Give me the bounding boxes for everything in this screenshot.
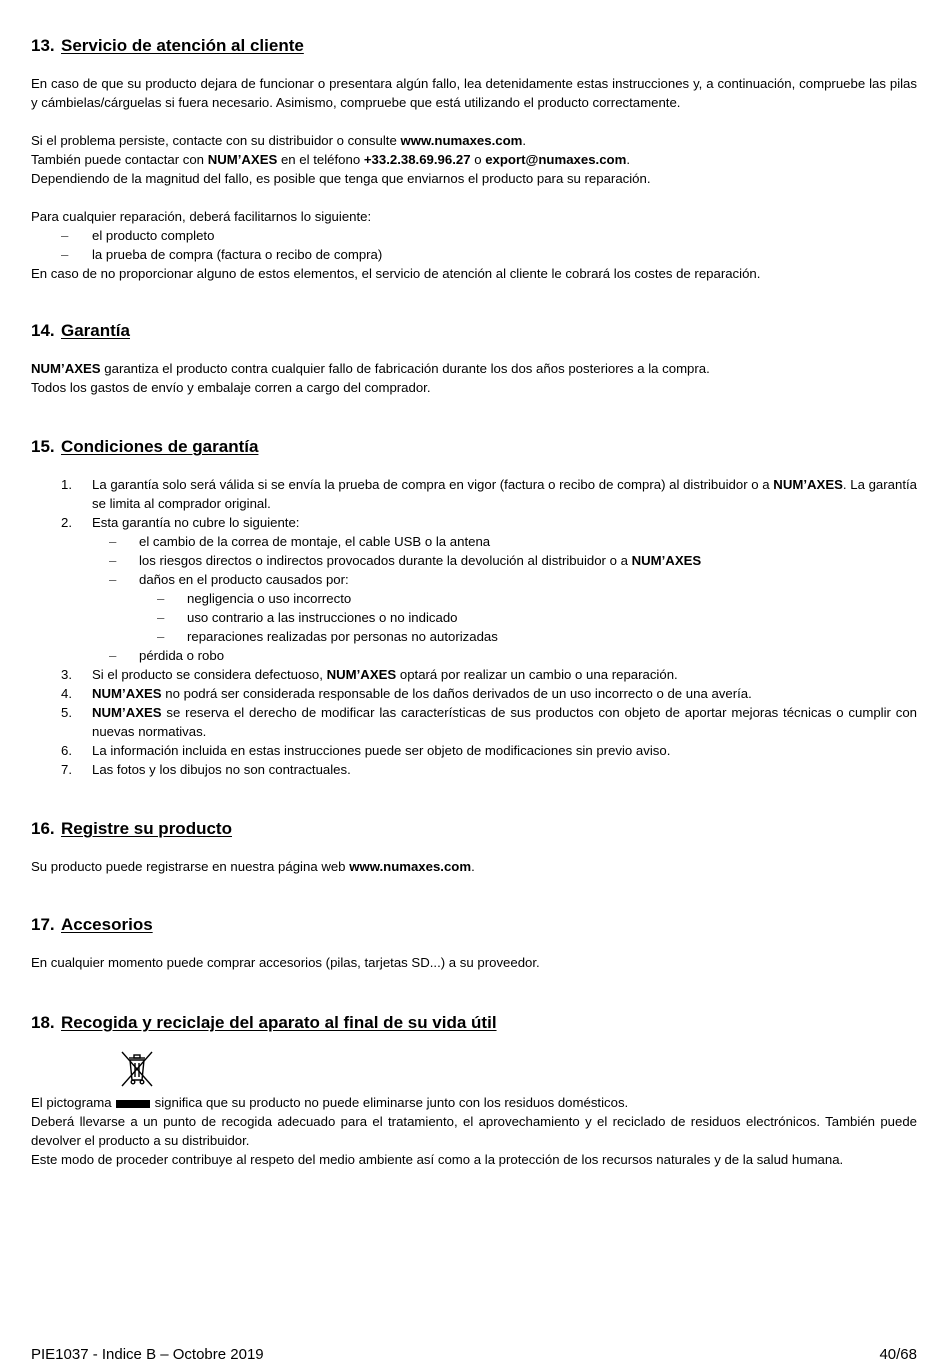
black-bar-icon [116,1100,150,1108]
warranty-conditions-list [31,475,917,779]
s14-paragraph-2: Todos los gastos de envío y embalaje corren a cargo del comprador. [31,380,431,395]
section-15-heading: 15. Condiciones de garantía [31,437,259,456]
s13-paragraph-6: En caso de no proporcionar alguno de estos elementos, el servicio de atención al cliente le cobrará los costes de reparación. [31,266,761,281]
list-item: – los riesgos directos o indirectos provocados durante la devolución al distribuidor o a NUM’AXES [109,553,702,568]
dash-icon: – [157,629,165,644]
dash-icon: – [109,553,117,568]
dash-icon: – [109,648,117,663]
section-18-heading: 18. Recogida y reciclaje del aparato al final de su vida útil [31,1013,497,1032]
section-16 [31,818,917,876]
s18-paragraph-2: Deberá llevarse a un punto de recogida adecuado para el tratamiento, el aprovechamiento y el reciclado de residuos electrónicos. También puede devolver el producto a su distribuidor. [31,1114,917,1148]
list-item: – reparaciones realizadas por personas no autorizadas [157,629,498,644]
s13-paragraph-2: Si el problema persiste, contacte con su distribuidor o consulte www.numaxes.com. [31,133,527,148]
section-17-heading: 17. Accesorios [31,915,153,934]
section-14-heading: 14. Garantía [31,321,130,340]
list-item: 2. Esta garantía no cubre lo siguiente: [61,515,300,530]
list-item: – la prueba de compra (factura o recibo de compra) [61,247,383,262]
dash-icon: – [157,591,165,606]
dash-icon: – [61,228,69,243]
section-14 [31,320,917,397]
document-reference: PIE1037 - Indice B – Octobre 2019 [31,1346,264,1363]
crossed-out-wheelie-bin-icon [117,1049,157,1089]
brand-name: NUM’AXES [207,152,278,167]
list-item: – negligencia o uso incorrecto [157,591,352,606]
section-15 [31,436,917,779]
s18-paragraph-3: Este modo de proceder contribuye al respeto del medio ambiente así como a la protección de los recursos naturales y de la salud humana. [31,1152,844,1167]
s14-paragraph-1: NUM’AXES garantiza el producto contra cualquier fallo de fabricación durante los dos años posteriores a la compra. [31,361,710,376]
section-16-heading: 16. Registre su producto [31,819,232,838]
section-13 [31,35,917,283]
list-item: – uso contrario a las instrucciones o no indicado [157,610,458,625]
s16-paragraph-1: Su producto puede registrarse en nuestra página web www.numaxes.com. [31,859,475,874]
brand-name: NUM’AXES [31,361,101,376]
phone-number: +33.2.38.69.96.27 [363,152,471,167]
email-address: export@numaxes.com [485,152,627,167]
s13-paragraph-5: Para cualquier reparación, deberá facilitarnos lo siguiente: [31,209,372,224]
list-item: – daños en el producto causados por: [109,572,349,587]
list-item: 5. NUM’AXES se reserva el derecho de modificar las características de sus productos con objeto de aportar mejoras técnicas o cumplir con nuevas normativas. [61,705,917,739]
list-item: 4. NUM’AXES no podrá ser considerada responsable de los daños derivados de un uso incorrecto o de una avería. [61,686,752,701]
s18-paragraph-1: El pictograma significa que su producto no puede eliminarse junto con los residuos domésticos. [31,1095,629,1110]
dash-icon: – [157,610,165,625]
dash-icon: – [61,247,69,262]
section-17 [31,914,917,972]
page-number: 40/68 [879,1346,917,1363]
dash-icon: – [109,534,117,549]
s13-paragraph-3: También puede contactar con NUM’AXES en el teléfono +33.2.38.69.96.27 o export@numaxes.com. [31,152,630,167]
list-item: 7. Las fotos y los dibujos no son contractuales. [61,762,351,777]
page-footer [31,1345,917,1365]
section-18 [31,1012,917,1169]
list-item: 6. La información incluida en estas instrucciones puede ser objeto de modificaciones sin previo aviso. [61,743,671,758]
list-item: 1. La garantía solo será válida si se envía la prueba de compra en vigor (factura o recibo de compra) al distribuidor o a NUM’AXES. La garantía se limita al comprador original. [61,477,917,511]
website-link: www.numaxes.com [349,859,472,874]
s13-paragraph-4: Dependiendo de la magnitud del fallo, es posible que tenga que enviarnos el producto para su reparación. [31,171,651,186]
list-item: – el producto completo [61,228,215,243]
s17-paragraph-1: En cualquier momento puede comprar accesorios (pilas, tarjetas SD...) a su proveedor. [31,955,540,970]
website-link: www.numaxes.com [400,133,523,148]
list-item: – el cambio de la correa de montaje, el cable USB o la antena [109,534,491,549]
section-13-heading: 13. Servicio de atención al cliente [31,36,304,55]
list-item: – pérdida o robo [109,648,225,663]
s13-required-items [31,226,917,264]
s13-paragraph-1: En caso de que su producto dejara de funcionar o presentara algún fallo, lea detenidamente estas instrucciones y, a continuación, compruebe las pilas y cámbielas/cárguelas si fuera necesario. Asimismo, compruebe que está utilizando el producto correctamente. [31,76,917,110]
list-item: 3. Si el producto se considera defectuoso, NUM’AXES optará por realizar un cambio o una reparación. [61,667,678,682]
dash-icon: – [109,572,117,587]
